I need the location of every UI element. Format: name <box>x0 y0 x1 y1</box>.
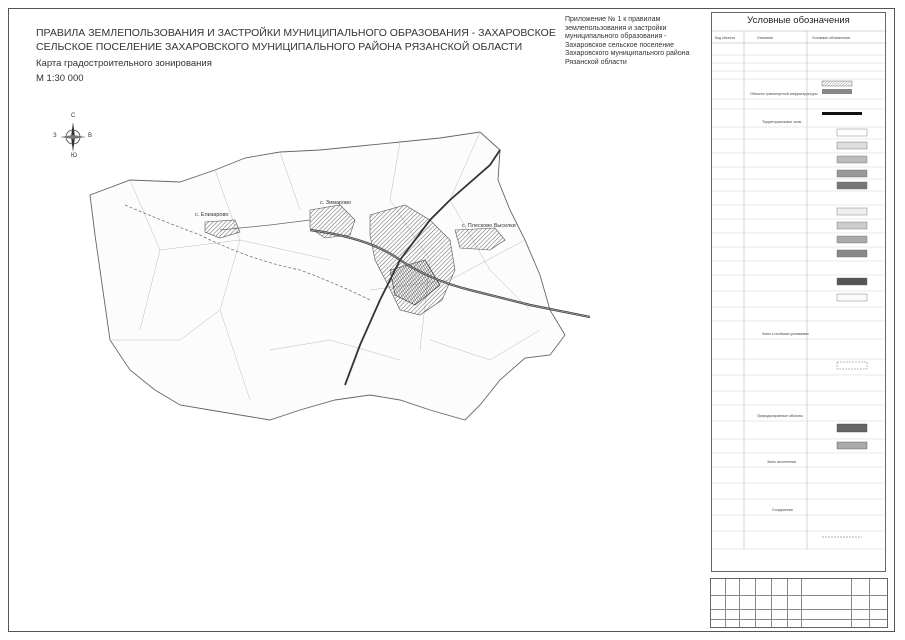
legend-panel <box>711 12 886 572</box>
compass-north: С <box>71 113 76 119</box>
legend-table <box>712 29 887 569</box>
zoning-map[interactable] <box>70 110 590 430</box>
compass-east: В <box>88 133 93 139</box>
title-block <box>710 578 888 628</box>
legend-section-restrictions: Зоны с особыми условиями <box>762 332 809 336</box>
map-scale: М 1:30 000 <box>36 73 84 84</box>
legend-section-transport: Объекты транспортной инфраструктуры <box>750 92 818 96</box>
document-title: ПРАВИЛА ЗЕМЛЕПОЛЬЗОВАНИЯ И ЗАСТРОЙКИ МУНИЦИПАЛЬНОГО ОБРАЗОВАНИЯ - ЗАХАРОВСКОЕ СЕЛЬСКОЕ ПОСЕЛЕНИЕ ЗАХАРОВСКОГО МУНИЦИПАЛЬНОГО РАЙОНА РЯЗАНСКОЙ ОБЛАСТИ <box>36 27 556 53</box>
legend-header-symbol: Условные обозначения <box>812 36 850 40</box>
appendix-note: Приложение № 1 к правилам землепользования и застройки муниципального образования - Захаровское сельское поселение Захаровского муниципального района Рязанской области <box>565 16 690 66</box>
label-pleskovo: с. Плесково Выселки <box>462 223 516 229</box>
legend-swatches <box>822 81 867 537</box>
legend-header-desc: Описание <box>757 36 774 40</box>
settlement-boundary <box>90 132 565 420</box>
legend-title: Условные обозначения <box>747 15 850 26</box>
label-elizarovo: с. Елизарово <box>195 212 229 218</box>
legend-header-code: Код объекта <box>715 36 735 40</box>
legend-section-flood: Зоны затопления <box>767 460 796 464</box>
map-title: Карта градостроительного зонирования <box>36 58 212 69</box>
label-zimarovo: с. Зимарово <box>320 200 352 206</box>
legend-section-zones: Территориальные зоны <box>762 120 802 124</box>
compass-south: Ю <box>71 153 78 159</box>
compass-west: З <box>53 133 57 139</box>
legend-section-protected: Природоохранные объекты <box>757 414 803 418</box>
legend-section-structures: Сооружения <box>772 508 793 512</box>
